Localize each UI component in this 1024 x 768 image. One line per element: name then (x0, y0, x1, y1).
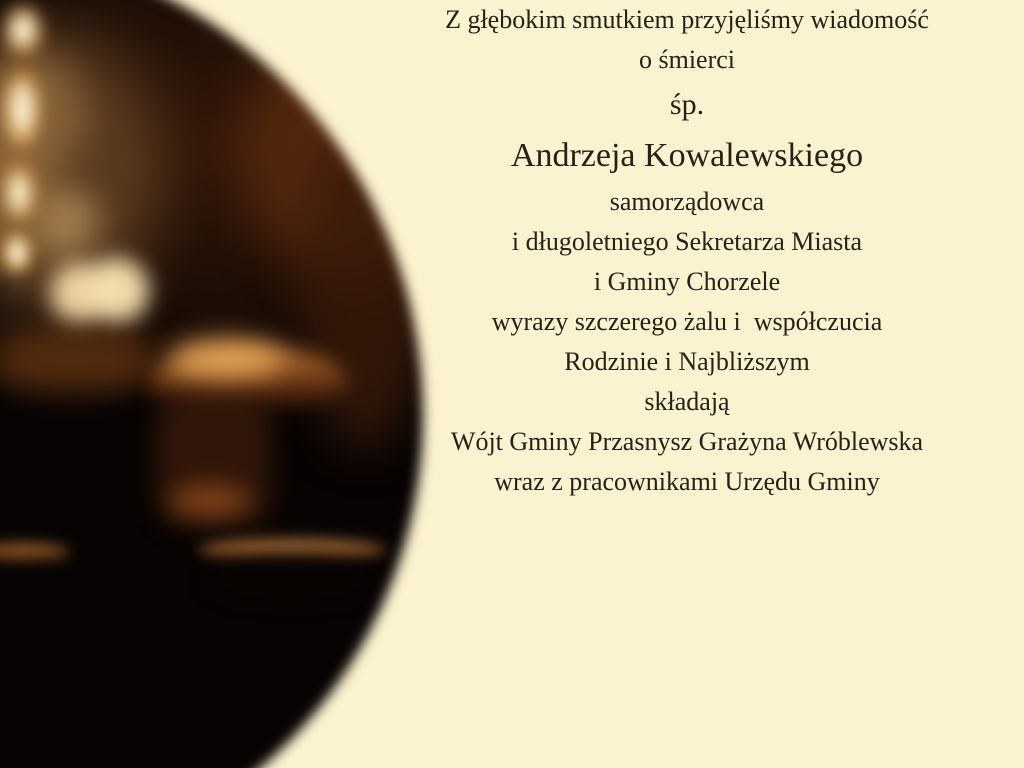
memorial-text (410, 0, 964, 502)
role-line-3: i Gminy Chorzele (593, 267, 781, 296)
condolence-line-3: składają (644, 387, 730, 416)
deceased-name: Andrzeja Kowalewskiego (510, 137, 864, 174)
signature-paragraph (410, 422, 964, 502)
intro-line-1: Z głębokim smutkiem przyjęliśmy wiadomość (445, 5, 929, 34)
honorific: śp. (669, 88, 705, 121)
bokeh-light-bright (85, 258, 149, 324)
intro-paragraph (410, 0, 964, 80)
candle-flame (0, 158, 38, 228)
deceased-paragraph (410, 80, 964, 182)
bokeh-light (40, 188, 100, 258)
roles-paragraph (410, 182, 964, 302)
condolence-line-2: Rodzinie i Najbliższym (564, 347, 810, 376)
condolence-paragraph (410, 302, 964, 422)
candles-photo (0, 0, 423, 768)
candle-flame (0, 60, 44, 158)
intro-line-2: o śmierci (638, 45, 736, 74)
tealight-glow (168, 338, 283, 380)
candle-glass-glow (170, 484, 250, 518)
candle-flame (0, 228, 34, 278)
role-line-1: samorządowca (609, 187, 765, 216)
condolence-line-1: wyrazy szczerego żalu i współczucia (491, 307, 883, 336)
tealight-shadow (205, 556, 380, 606)
signature-line-2: wraz z pracownikami Urzędu Gminy (494, 467, 880, 496)
candle-flame (0, 0, 46, 60)
role-line-2: i długoletniego Sekretarza Miasta (511, 227, 863, 256)
candles-photo-layer (0, 0, 423, 768)
tealight-rim (0, 544, 70, 560)
signature-line-1: Wójt Gminy Przasnysz Grażyna Wróblewska (450, 427, 924, 456)
candle-shelf-glow (0, 328, 155, 392)
